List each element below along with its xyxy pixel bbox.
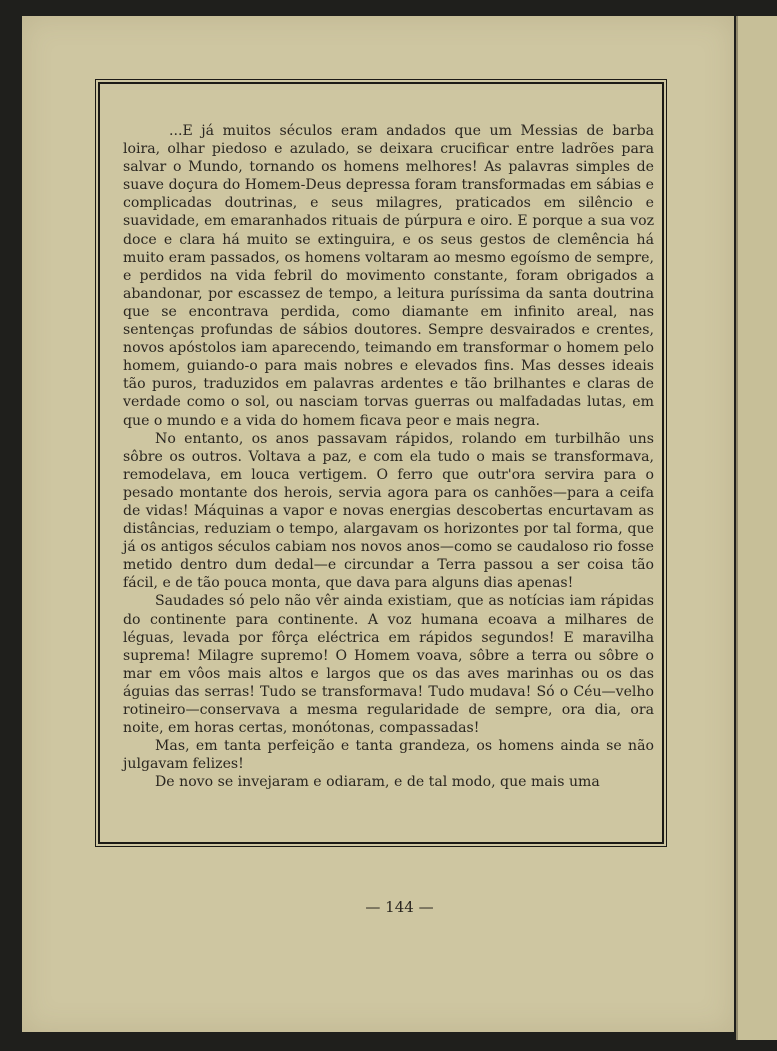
paragraph-5: De novo se invejaram e odiaram, e de tal modo, que mais uma	[155, 774, 600, 791]
paragraph-3: Saudades só pelo não vêr ainda existiam, que as notícias iam rápidas do continente para continente. A voz humana ecoava a milhares de léguas, levada por fôrça eléctrica em rápidos segundos! E maravilha suprema! Milagre supremo! O Homem voava, sôbre a terra ou sôbre o mar em vôos mais altos e largos que os das aves marinhas ou os das águias das serras! Tudo se transformava! Tudo mudava! Só o Céu—velho rotineiro—conservava a mesma regularidade de sempre, ora dia, ora noite, em horas certas, monótonas, compassadas!	[123, 593, 654, 737]
page-number-area	[0, 898, 777, 916]
page-number: — 144 —	[365, 898, 434, 916]
paragraph-2: No entanto, os anos passavam rápidos, rolando em turbilhão uns sôbre os outros. Voltava a paz, e com ela tudo o mais se transformava, remodelava, em louca vertigem. O ferro que outr'ora servira para o pesado montante dos herois, servia agora para os canhões—para a ceifa de vidas! Máquinas a vapor e novas energias descobertas encurtavam as distâncias, reduziam o tempo, alargavam os horizontes por tal forma, que já os antigos séculos cabiam nos novos anos—como se caudaloso rio fosse metido dentro dum dedal—e circundar a Terra passou a ser coisa tão fácil, e de tão pouca monta, que dava para alguns dias apenas!	[123, 430, 654, 592]
body-text	[123, 122, 654, 791]
facing-page-edge	[736, 16, 777, 1040]
paragraph-4: Mas, em tanta perfeição e tanta grandeza, os homens ainda se não julgavam felizes!	[123, 738, 654, 773]
paragraph-1: ...E já muitos séculos eram andados que um Messias de barba loira, olhar piedoso e azulado, se deixara crucificar entre ladrões para salvar o Mundo, tornando os homens melhores! As palavras simples de suave doçura do Homem-Deus depressa foram transformadas em sábias e complicadas doutrinas, e seus milagres, praticados em silêncio e suavidade, em emaranhados rituais de púrpura e oiro. E porque a sua voz doce e clara há muito se extinguira, e os seus gestos de clemência há muito eram passados, os homens voltaram ao mesmo egoísmo de sempre, e perdidos na vida febril do movimento constante, foram obrigados a abandonar, por escassez de tempo, a leitura puríssima da santa doutrina que se encontrava perdida, como diamante em infinito areal, nas sentenças profundas de sábios doutores. Sempre desvairados e crentes, novos apóstolos iam aparecendo, teimando em transformar o homem pelo homem, guiando-o para mais nobres e elevados fins. Mas desses ideais tão puros, traduzidos em palavras ardentes e tão brilhantes e claras de verdade como o sol, ou nasciam torvas guerras ou malfadadas lutas, em que o mundo e a vida do homem ficava peor e mais negra.	[123, 123, 654, 429]
